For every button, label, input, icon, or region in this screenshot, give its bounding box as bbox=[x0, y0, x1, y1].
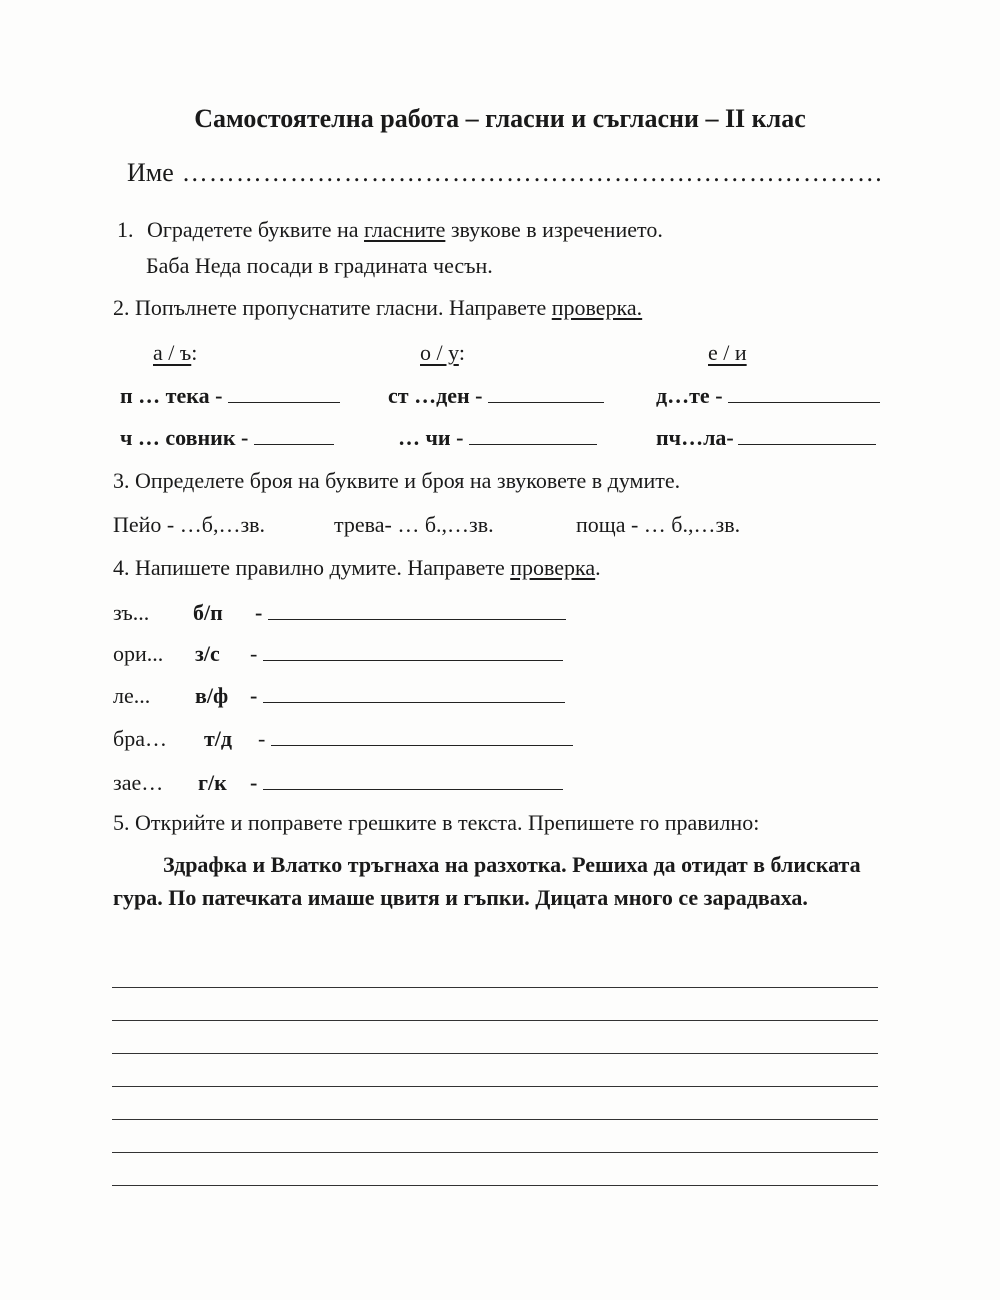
answer-blank[interactable] bbox=[254, 426, 334, 445]
question-4: 4. Напишете правилно думите. Направете проверка. bbox=[113, 555, 601, 580]
q2-item-r2c1: ч … совник - bbox=[120, 425, 334, 451]
name-dots: …………………………………………………………………… bbox=[181, 158, 884, 187]
q4-row-letters: в/ф bbox=[195, 683, 229, 708]
q4-row-answer: - bbox=[258, 726, 573, 752]
q2-item-r2c3: пч…ла- bbox=[656, 425, 876, 451]
answer-blank[interactable] bbox=[228, 384, 340, 403]
q2-underlined-word: проверка. bbox=[551, 295, 643, 320]
writing-line[interactable] bbox=[112, 987, 878, 988]
question-3: 3. Определете броя на буквите и броя на звуковете в думите. bbox=[113, 468, 681, 493]
writing-line[interactable] bbox=[112, 1020, 878, 1021]
q2-column-head-3: е / и bbox=[708, 340, 747, 365]
q4-text: 4. Напишете правилно думите. Направете bbox=[113, 555, 511, 580]
q1-text-before: Оградетете буквите на bbox=[147, 217, 365, 242]
q1-sentence[interactable]: Баба Неда посади в градината чесън. bbox=[146, 253, 493, 278]
answer-blank[interactable] bbox=[263, 771, 563, 790]
q4-row-letters: б/п bbox=[193, 600, 223, 625]
name-label: Име bbox=[127, 158, 174, 187]
q2-column-head-2: о / у: bbox=[420, 340, 465, 365]
q4-underlined-word: проверка bbox=[510, 555, 596, 580]
q2-item-r1c3: д…те - bbox=[656, 383, 880, 409]
answer-blank[interactable] bbox=[263, 684, 565, 703]
q4-row-answer: - bbox=[250, 770, 563, 796]
q4-row-word: зъ... bbox=[113, 600, 150, 625]
answer-blank[interactable] bbox=[728, 384, 880, 403]
writing-line[interactable] bbox=[112, 1185, 878, 1186]
q2-text: 2. Попълнете пропуснатите гласни. Направете bbox=[113, 295, 552, 320]
q2-item-r1c2: ст …ден - bbox=[388, 383, 604, 409]
q1-text-after: звукове в изречението. bbox=[445, 217, 663, 242]
question-2 bbox=[113, 295, 642, 321]
q4-row-letters: г/к bbox=[198, 770, 227, 795]
q4-row-word: бра… bbox=[113, 726, 167, 751]
writing-line[interactable] bbox=[112, 1152, 878, 1153]
writing-line[interactable] bbox=[112, 1053, 878, 1054]
q4-row-letters: з/с bbox=[195, 641, 220, 666]
answer-blank[interactable] bbox=[263, 642, 563, 661]
answer-blank[interactable] bbox=[488, 384, 604, 403]
question-1 bbox=[117, 217, 663, 243]
question-5: 5. Открийте и поправете грешките в текста. Препишете го правилно: bbox=[113, 810, 760, 835]
q2-column-head-1: а / ъ: bbox=[153, 340, 198, 365]
q4-row-letters: т/д bbox=[204, 726, 233, 751]
q3-item-1[interactable]: Пейо - …б,…зв. bbox=[113, 512, 266, 537]
q4-row-word: ори... bbox=[113, 641, 164, 666]
q4-row-answer: - bbox=[255, 600, 566, 626]
writing-line[interactable] bbox=[112, 1086, 878, 1087]
q3-item-2[interactable]: трева- … б.,…зв. bbox=[334, 512, 494, 537]
answer-blank[interactable] bbox=[268, 601, 566, 620]
answer-blank[interactable] bbox=[738, 426, 876, 445]
answer-blank[interactable] bbox=[271, 727, 573, 746]
q4-row-answer: - bbox=[250, 641, 563, 667]
answer-blank[interactable] bbox=[469, 426, 597, 445]
q2-item-r2c2: … чи - bbox=[398, 425, 597, 451]
q4-row-word: ле... bbox=[113, 683, 151, 708]
q1-underlined-word: гласните bbox=[364, 217, 446, 242]
q5-paragraph: Здрафка и Влатко тръгнаха на разхотка. Решиха да отидат в блиската гура. По патечката имаше цвитя и гъпки. Дицата много се зарадваха. bbox=[113, 852, 861, 910]
q3-item-3[interactable]: поща - … б.,…зв. bbox=[576, 512, 741, 537]
q1-number: 1. bbox=[117, 217, 134, 242]
worksheet-title: Самостоятелна работа – гласни и съгласни – II клас bbox=[194, 104, 806, 133]
q4-row-word: зае… bbox=[113, 770, 164, 795]
q2-item-r1c1: п … тека - bbox=[120, 383, 340, 409]
q4-row-answer: - bbox=[250, 683, 565, 709]
writing-line[interactable] bbox=[112, 1119, 878, 1120]
name-field[interactable] bbox=[127, 158, 884, 188]
